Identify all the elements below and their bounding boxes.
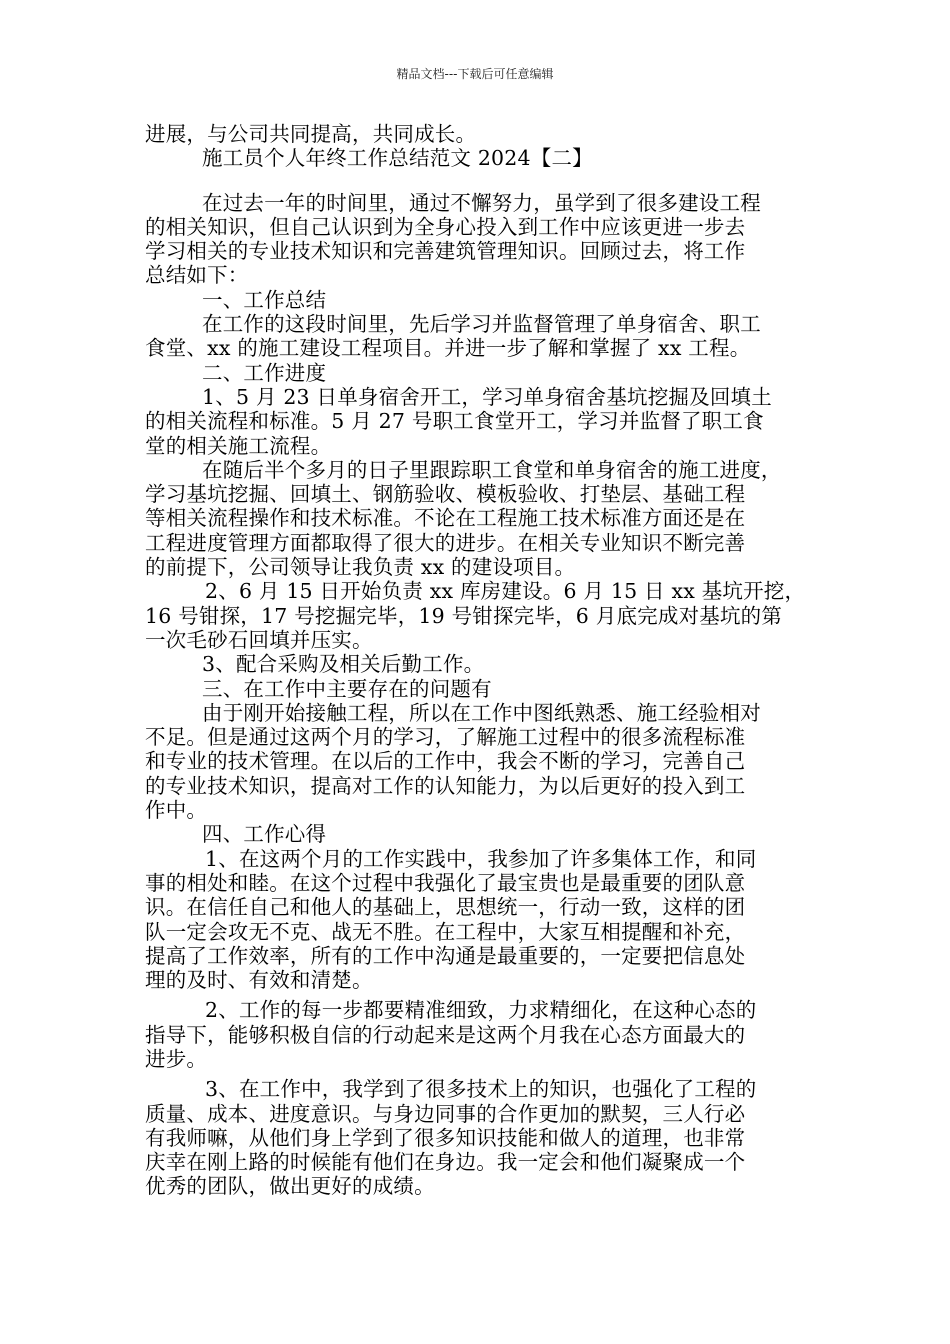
text-line: 提高了工作效率，所有的工作中沟通是最重要的，一定要把信息处	[145, 943, 746, 968]
text-line: 等相关流程操作和技术标准。不论在工程施工技术标准方面还是在	[145, 506, 746, 531]
text-line: 指导下，能够积极自信的行动起来是这两个月我在心态方面最大的	[145, 1022, 746, 1047]
text-line: 2、工作的每一步都要精准细致，力求精细化，在这种心态的	[205, 998, 757, 1023]
text-line: 3、在工作中，我学到了很多技术上的知识，也强化了工程的	[205, 1077, 757, 1102]
text-line: 总结如下：	[145, 263, 249, 288]
section-title: 施工员个人年终工作总结范文 2024【二】	[202, 146, 593, 171]
text-line: 堂的相关施工流程。	[145, 433, 332, 458]
text-line: 的相关知识，但自己认识到为全身心投入到工作中应该更进一步去	[145, 214, 746, 239]
text-line: 1、5 月 23 日单身宿舍开工，学习单身宿舍基坑挖掘及回填土	[202, 384, 772, 409]
text-line: 的相关流程和标准。5 月 27 号职工食堂开工，学习并监督了职工食	[145, 409, 764, 434]
text-line: 理的及时、有效和清楚。	[145, 968, 373, 993]
text-line: 工程进度管理方面都取得了很大的进步。在相关专业知识不断完善	[145, 530, 746, 555]
text-line: 2、6 月 15 日开始负责 xx 库房建设。6 月 15 日 xx 基坑开挖，	[205, 579, 806, 604]
text-line: 学习基坑挖掘、回填土、钢筋验收、模板验收、打垫层、基础工程	[145, 482, 746, 507]
text-line: 一次毛砂石回填并压实。	[145, 627, 373, 652]
document-body	[145, 122, 815, 1199]
text-line: 事的相处和睦。在这个过程中我强化了最宝贵也是最重要的团队意	[145, 870, 746, 895]
text-line: 进步。	[145, 1046, 208, 1071]
text-line: 的专业技术知识，提高对工作的认知能力，为以后更好的投入到工	[145, 773, 746, 798]
section-heading: 一、工作总结	[202, 287, 327, 312]
text-line: 在过去一年的时间里，通过不懈努力，虽学到了很多建设工程	[202, 190, 761, 215]
text-line: 不足。但是通过这两个月的学习，了解施工过程中的很多流程标准	[145, 725, 746, 750]
section-heading: 二、工作进度	[202, 360, 327, 385]
text-line: 的前提下，公司领导让我负责 xx 的建设项目。	[145, 555, 576, 580]
text-line: 由于刚开始接触工程，所以在工作中图纸熟悉、施工经验相对	[202, 700, 761, 725]
section-heading: 三、在工作中主要存在的问题有	[202, 676, 492, 701]
text-line: 有我师嘛，从他们身上学到了很多知识技能和做人的道理，也非常	[145, 1125, 746, 1150]
text-line: 优秀的团队，做出更好的成绩。	[145, 1174, 435, 1199]
text-line: 识。在信任自己和他人的基础上，思想统一，行动一致，这样的团	[145, 895, 746, 920]
text-line: 质量、成本、进度意识。与身边同事的合作更加的默契，三人行必	[145, 1101, 746, 1126]
text-line: 队一定会攻无不克、战无不胜。在工程中，大家互相提醒和补充，	[145, 919, 746, 944]
text-line: 1、在这两个月的工作实践中，我参加了许多集体工作，和同	[205, 846, 757, 871]
text-line: 学习相关的专业技术知识和完善建筑管理知识。回顾过去，将工作	[145, 239, 746, 264]
text-line: 作中。	[145, 798, 208, 823]
text-line: 食堂、xx 的施工建设工程项目。并进一步了解和掌握了 xx 工程。	[145, 336, 751, 361]
text-line: 庆幸在刚上路的时候能有他们在身边。我一定会和他们凝聚成一个	[145, 1150, 746, 1175]
text-line: 在工作的这段时间里，先后学习并监督管理了单身宿舍、职工	[202, 312, 761, 337]
text-line: 在随后半个多月的日子里跟踪职工食堂和单身宿舍的施工进度，	[202, 457, 782, 482]
section-heading: 四、工作心得	[202, 822, 327, 847]
text-line: 和专业的技术管理。在以后的工作中，我会不断的学习，完善自己	[145, 749, 746, 774]
text-line: 进展，与公司共同提高，共同成长。	[145, 122, 477, 146]
page-header: 精品文档---下载后可任意编辑	[396, 67, 554, 81]
text-line: 3、配合采购及相关后勤工作。	[202, 652, 485, 677]
text-line: 16 号钳探，17 号挖掘完毕，19 号钳探完毕，6 月底完成对基坑的第	[145, 603, 783, 628]
